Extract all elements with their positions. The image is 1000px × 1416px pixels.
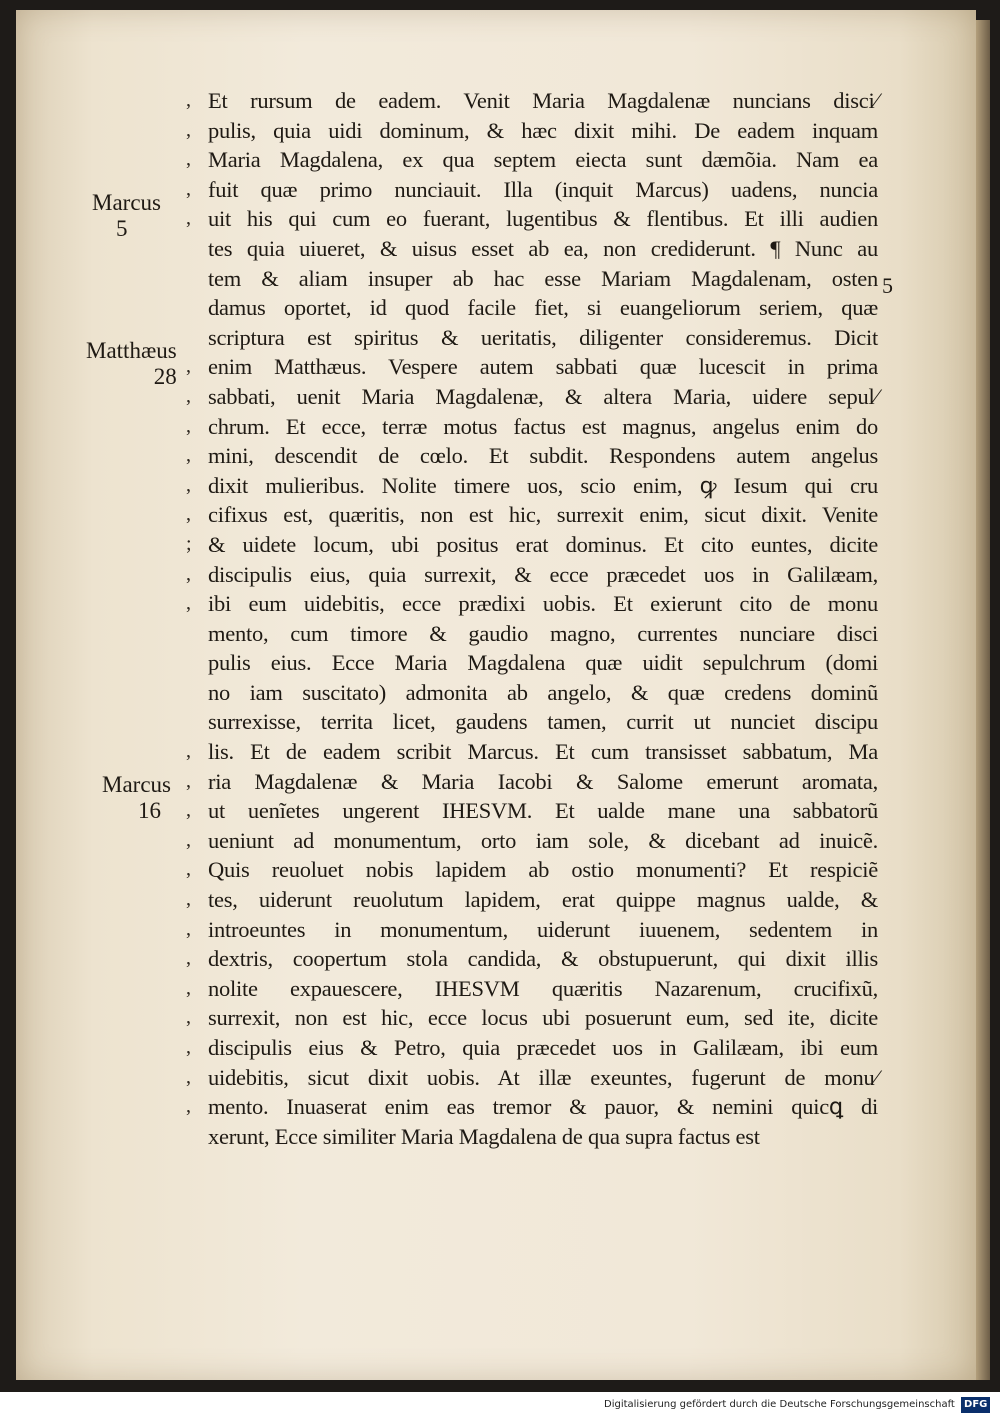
quotation-mark bbox=[186, 293, 206, 323]
line-number-marker: 5 bbox=[882, 273, 893, 298]
quotation-mark: , bbox=[186, 947, 191, 970]
text-line: chrum. Et ecce, terræ motus factus est magnus, angelus enim do bbox=[208, 413, 878, 439]
margin-note-name: Matthæus bbox=[86, 338, 177, 363]
margin-note-matthaeus-28 bbox=[86, 338, 177, 390]
quotation-mark bbox=[186, 323, 206, 353]
text-line: pulis eius. Ecce Maria Magdalena quæ uidit sepulchrum (domi bbox=[208, 650, 878, 676]
text-line: scriptura est spiritus & ueritatis, diligenter consideremus. Dicit bbox=[208, 324, 878, 350]
quotation-mark: , bbox=[186, 118, 191, 141]
quotation-mark: , bbox=[186, 473, 191, 496]
margin-note-number: 28 bbox=[153, 364, 177, 389]
text-line: tes quia uiueret, & uisus esset ab ea, non crediderunt. ¶ Nunc au bbox=[208, 235, 878, 261]
quotation-mark: , bbox=[186, 592, 191, 615]
quotation-mark: , bbox=[186, 1095, 191, 1118]
quotation-mark bbox=[186, 264, 206, 294]
margin-note-name: Marcus bbox=[92, 190, 161, 215]
quotation-mark: , bbox=[186, 562, 191, 585]
quotation-mark: , bbox=[186, 1006, 191, 1029]
quotation-mark: , bbox=[186, 1036, 191, 1058]
text-line: mento, cum timore & gaudio magno, currentes nunciare disci bbox=[208, 620, 878, 646]
footer-credit bbox=[604, 1397, 990, 1413]
quotation-mark bbox=[186, 648, 206, 678]
text-line: Et rursum de eadem. Venit Maria Magdalenæ nuncians disci⁄ bbox=[208, 88, 878, 113]
quotation-mark: , bbox=[186, 1065, 191, 1088]
quotation-marks-column bbox=[186, 86, 206, 1151]
quotation-mark bbox=[186, 619, 206, 649]
body-text bbox=[208, 86, 878, 1151]
quotation-mark: , bbox=[186, 917, 191, 940]
quotation-mark: , bbox=[186, 799, 191, 822]
text-line: cifixus est, quæritis, non est hic, surrexit enim, sicut dixit. Venite bbox=[208, 502, 878, 528]
text-line: uidebitis, sicut dixit uobis. At illæ exeuntes, fugerunt de monu⁄ bbox=[208, 1064, 878, 1090]
margin-note-name: Marcus bbox=[102, 772, 171, 797]
text-line: no iam suscitato) admonita ab angelo, & quæ credens dominũ bbox=[208, 679, 878, 705]
quotation-mark bbox=[186, 234, 206, 264]
quotation-mark: , bbox=[186, 976, 191, 999]
text-line: surrexisse, territa licet, gaudens tamen, currit ut nunciet discipu bbox=[208, 709, 878, 735]
text-line: dextris, coopertum stola candida, & obstupuerunt, qui dixit illis bbox=[208, 946, 878, 972]
text-line: Maria Magdalena, ex qua septem eiecta sunt dæmõia. Nam ea bbox=[208, 147, 878, 173]
margin-note-marcus-16 bbox=[102, 772, 171, 824]
page-edge bbox=[976, 20, 990, 1380]
text-line: damus oportet, id quod facile fiet, si euangeliorum seriem, quæ bbox=[208, 295, 878, 321]
text-line: mini, descendit de cœlo. Et subdit. Respondens autem angelus bbox=[208, 443, 878, 469]
text-line: pulis, quia uidi dominum, & hæc dixit mihi. De eadem inquam bbox=[208, 117, 878, 143]
text-line: nolite expauescere, IHESVM quæritis Nazarenum, crucifixũ, bbox=[208, 975, 878, 1001]
text-line: tem & aliam insuper ab hac esse Mariam Magdalenam, osten bbox=[208, 265, 878, 291]
quotation-mark bbox=[186, 707, 206, 737]
text-line: mento. Inuaserat enim eas tremor & pauor, & nemini quicꝗ di bbox=[208, 1094, 878, 1120]
text-line: tes, uiderunt reuolutum lapidem, erat quippe magnus ualde, & bbox=[208, 887, 878, 913]
quotation-mark bbox=[186, 1122, 206, 1152]
text-line: sabbati, uenit Maria Magdalenæ, & altera Maria, uidere sepul⁄ bbox=[208, 383, 878, 409]
quotation-mark: , bbox=[186, 888, 191, 911]
quotation-mark: , bbox=[186, 355, 191, 378]
margin-note-marcus-5 bbox=[92, 190, 161, 242]
text-line: enim Matthæus. Vespere autem sabbati quæ lucescit in prima bbox=[208, 354, 878, 380]
quotation-mark: , bbox=[186, 740, 191, 763]
quotation-mark: , bbox=[186, 414, 191, 437]
text-line: dixit mulieribus. Nolite timere uos, scio enim, ꝙ Iesum qui cru bbox=[208, 472, 878, 498]
quotation-mark: , bbox=[186, 148, 191, 171]
quotation-mark: ; bbox=[186, 532, 192, 555]
text-line: lis. Et de eadem scribit Marcus. Et cum transisset sabbatum, Ma bbox=[208, 739, 878, 765]
text-line: discipulis eius & Petro, quia præcedet uos in Galilæam, ibi eum bbox=[208, 1035, 878, 1060]
quotation-mark: , bbox=[186, 444, 191, 467]
text-line: ut uenĩetes ungerent IHESVM. Et ualde mane una sabbatorũ bbox=[208, 798, 878, 824]
text-line: ueniunt ad monumentum, orto iam sole, & dicebant ad inuicẽ. bbox=[208, 827, 878, 853]
dfg-logo: DFG bbox=[961, 1397, 990, 1413]
margin-note-number: 5 bbox=[116, 216, 128, 241]
text-line: ria Magdalenæ & Maria Iacobi & Salome emerunt aromata, bbox=[208, 768, 878, 794]
margin-note-number: 16 bbox=[138, 798, 161, 823]
quotation-mark bbox=[186, 678, 206, 708]
footer-text: Digitalisierung gefördert durch die Deutsche Forschungsgemeinschaft bbox=[604, 1399, 955, 1410]
quotation-mark: , bbox=[186, 769, 191, 792]
quotation-mark: , bbox=[186, 828, 191, 851]
text-line: discipulis eius, quia surrexit, & ecce præcedet uos in Galilæam, bbox=[208, 561, 878, 587]
text-line: introeuntes in monumentum, uiderunt iuuenem, sedentem in bbox=[208, 916, 878, 942]
text-line: surrexit, non est hic, ecce locus ubi posuerunt eum, sed ite, dicite bbox=[208, 1005, 878, 1031]
quotation-mark: , bbox=[186, 177, 191, 200]
text-line: uit his qui cum eo fuerant, lugentibus & flentibus. Et illi audien bbox=[208, 206, 878, 232]
quotation-mark: , bbox=[186, 384, 191, 407]
quotation-mark: , bbox=[186, 89, 191, 111]
quotation-mark: , bbox=[186, 503, 191, 526]
text-line: Quis reuoluet nobis lapidem ab ostio monumenti? Et respiciẽ bbox=[208, 857, 878, 883]
quotation-mark: , bbox=[186, 207, 191, 230]
text-line: xerunt, Ecce similiter Maria Magdalena de qua supra factus est bbox=[208, 1123, 760, 1149]
text-line: & uidete locum, ubi positus erat dominus. Et cito euntes, dicite bbox=[208, 531, 878, 557]
quotation-mark: , bbox=[186, 858, 191, 881]
text-line: ibi eum uidebitis, ecce prædixi uobis. Et exierunt cito de monu bbox=[208, 591, 878, 617]
text-line: fuit quæ primo nunciauit. Illa (inquit Marcus) uadens, nuncia bbox=[208, 176, 878, 202]
